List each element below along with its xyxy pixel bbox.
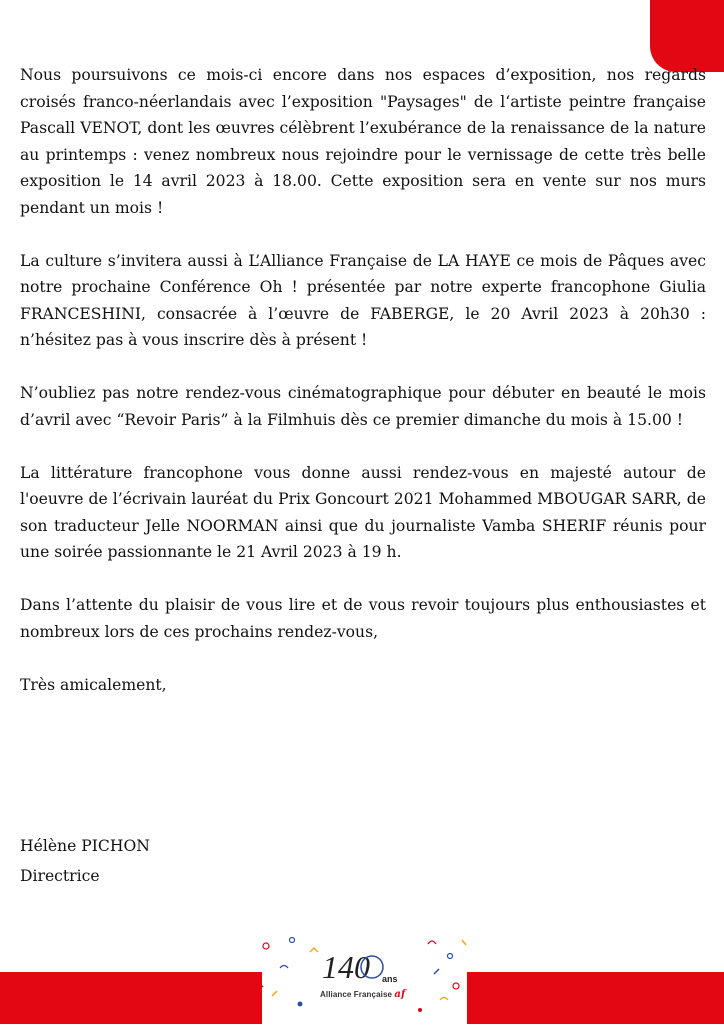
logo-number: 140 <box>322 949 370 985</box>
logo-suffix: ans <box>382 974 398 984</box>
logo-caption <box>320 989 405 1000</box>
paragraph-closing: Dans l’attente du plaisir de vous lire et de vous revoir toujours plus enthousiastes et nombreux lors de ces prochains rendez-vous, <box>20 596 706 641</box>
paragraph-literature: La littérature francophone vous donne aussi rendez-vous en majesté autour de l'oeuvre de l’écrivain lauréat du Prix Goncourt 2021 Mohammed MBOUGAR SARR, de son traducteur Jelle NOORMAN ainsi que du journaliste Vamba SHERIF réunis pour une soirée passionnante le 21 Avril 2023 à 19 h. <box>20 463 706 561</box>
signature-block <box>20 831 150 891</box>
footer-band-right <box>467 972 724 1024</box>
paragraph-conference: La culture s’invitera aussi à L’Alliance Française de LA HAYE ce mois de Pâques avec notre prochaine Conférence Oh ! présentée par notre experte francophone Giulia FRANCESHINI, consacrée à l’œuvre de FABERGE, le 20 Avril 2023 à 20h30 : n’hésitez pas à vous inscrire dès à présent ! <box>20 251 706 349</box>
paragraph-exhibition: Nous poursuivons ce mois-ci encore dans nos espaces d’exposition, nos regards croisés franco-néerlandais avec l’exposition "Paysages" de l‘artiste peintre française Pascall VENOT, dont les œuvres célèbrent l’exubérance de la renaissance de la nature au printemps : venez nombreux nous rejoindre pour le vernissage de cette très belle exposition le 14 avril 2023 à 18.00. Cette exposition sera en vente sur nos murs pendant un mois ! <box>20 66 706 217</box>
logo-brand: Alliance Française <box>320 990 393 999</box>
logo-monogram: af <box>394 989 406 1000</box>
alliance-francaise-140-logo <box>250 934 474 1024</box>
footer-band-left <box>0 972 262 1024</box>
paragraph-cinema: N’oubliez pas notre rendez-vous cinématographique pour débuter en beauté le mois d’avril avec “Revoir Paris” à la Filmhuis dès ce premier dimanche du mois à 15.00 ! <box>20 384 706 429</box>
salutation: Très amicalement, <box>20 675 167 694</box>
signature-title: Directrice <box>20 867 100 885</box>
letter-body <box>20 62 706 725</box>
logo-confetti <box>250 934 474 1024</box>
signature-name: Hélène PICHON <box>20 837 150 855</box>
